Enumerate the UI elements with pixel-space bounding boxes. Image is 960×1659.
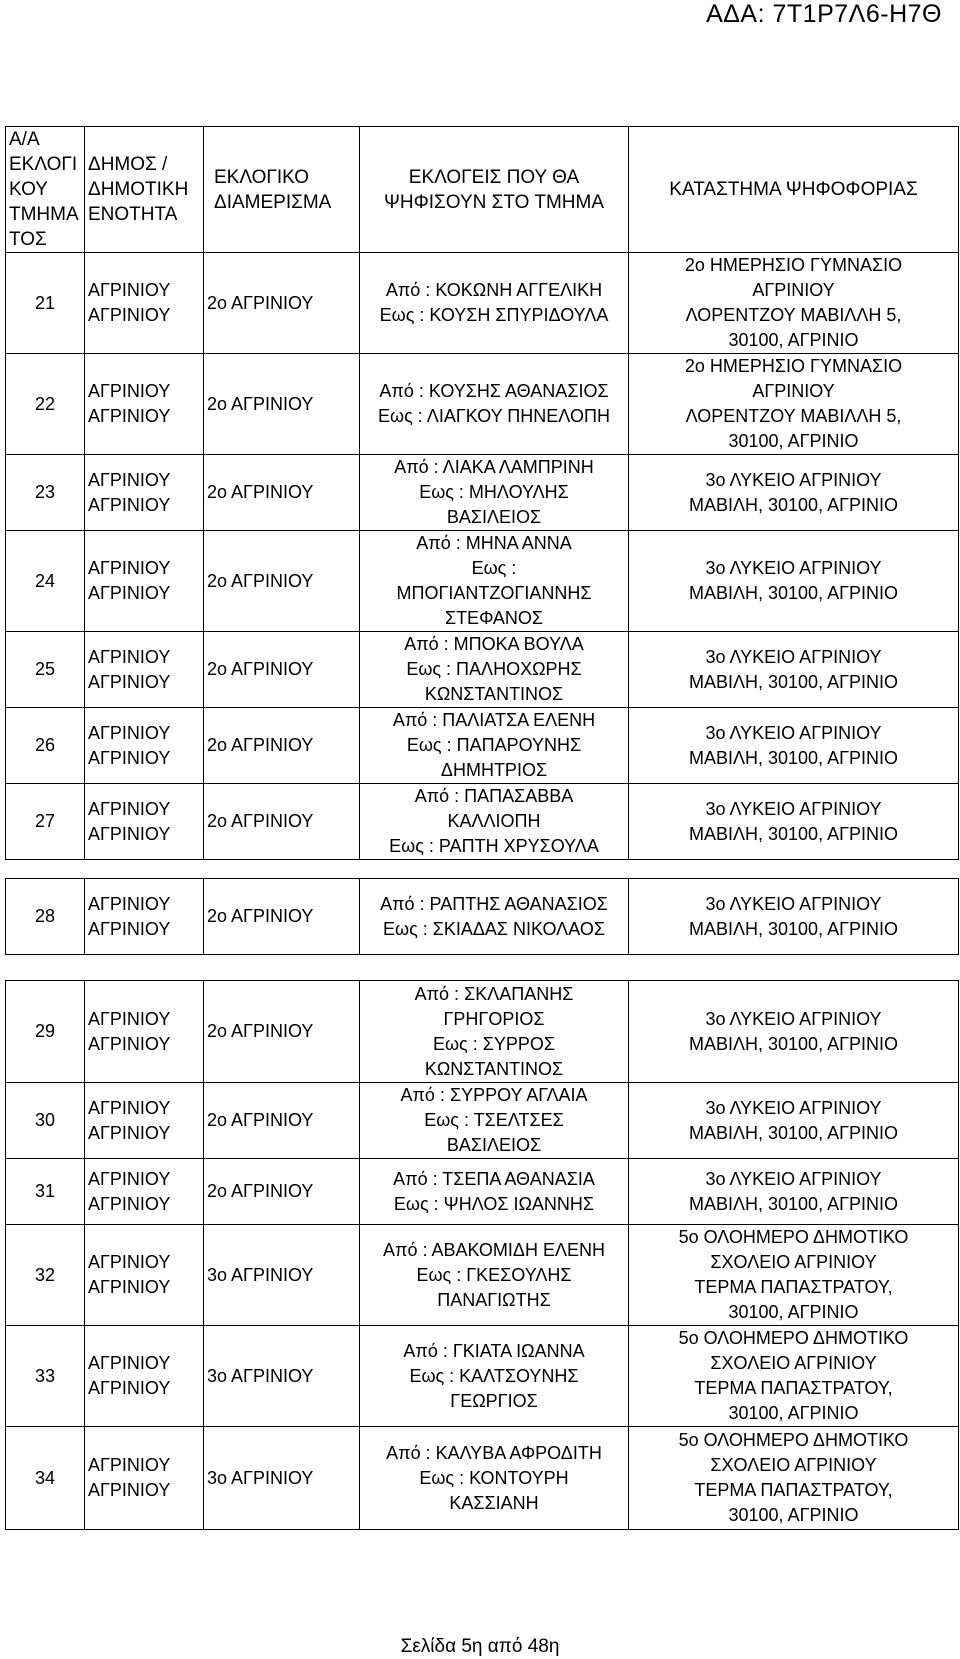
header-station-line: ΚΑΤΑΣΤΗΜΑ ΨΗΦΟΦΟΡΙΑΣ — [669, 179, 918, 200]
municipality-line: ΑΓΡΙΝΙΟΥ — [88, 583, 171, 603]
polling-table-2 — [5, 878, 959, 955]
header-voters-line: ΕΚΛΟΓΕΙΣ ΠΟΥ ΘΑ — [408, 166, 580, 188]
voters-range-cell — [360, 981, 629, 1083]
polling-station-line: ΤΕΡΜΑ ΠΑΠΑΣΤΡΑΤΟΥ, — [694, 1378, 893, 1398]
electoral-district-cell — [204, 1225, 360, 1326]
municipality-line: ΑΓΡΙΝΙΟΥ — [88, 558, 171, 578]
electoral-district-cell — [204, 531, 360, 632]
voters-range-line: Εως : ΣΚΙΑΔΑΣ ΝΙΚΟΛΑΟΣ — [383, 918, 605, 939]
polling-station-line: 3ο ΛΥΚΕΙΟ ΑΓΡΙΝΙΟΥ — [705, 646, 882, 667]
municipality-cell — [85, 708, 204, 784]
voters-range-line: Εως : ΓΚΕΣΟΥΛΗΣ — [416, 1264, 572, 1285]
electoral-district-cell — [204, 253, 360, 354]
table-row — [6, 455, 959, 531]
voters-range-line: Από : ΠΑΛΙΑΤΣΑ ΕΛΕΝΗ — [392, 710, 596, 730]
municipality-line: ΑΓΡΙΝΙΟΥ — [88, 1168, 171, 1189]
municipality-line: ΑΓΡΙΝΙΟΥ — [88, 1455, 171, 1475]
header-district-line: ΔΙΑΜΕΡΙΣΜΑ — [214, 191, 332, 213]
section-number: 24 — [6, 531, 85, 632]
voters-range-line: Εως : ΠΑΛΗΟΧΩΡΗΣ — [406, 659, 582, 679]
voters-range-line: ΠΑΝΑΓΙΩΤΗΣ — [437, 1289, 551, 1310]
voters-range-line: Εως : ΚΟΝΤΟΥΡΗ — [419, 1467, 569, 1488]
polling-station-cell — [629, 354, 959, 455]
polling-station-line: ΜΑΒΙΛΗ, 30100, ΑΓΡΙΝΙΟ — [688, 671, 899, 692]
electoral-district: 2ο ΑΓΡΙΝΙΟΥ — [207, 393, 314, 414]
header-section-no-line: Α/Α — [9, 129, 40, 150]
voters-range-line: Εως : ΣΥΡΡΟΣ — [432, 1033, 555, 1054]
table-row — [6, 1083, 959, 1159]
voters-range-line: Από : ΜΗΝΑ ΑΝΝΑ — [416, 533, 572, 553]
header-voters-line: ΨΗΦΙΣΟΥΝ ΣΤΟ ΤΜΗΜΑ — [384, 191, 604, 213]
voters-range-line: ΓΕΩΡΓΙΟΣ — [450, 1390, 538, 1411]
header-municipality — [85, 127, 204, 253]
municipality-line: ΑΓΡΙΝΙΟΥ — [88, 823, 171, 844]
municipality-line: ΑΓΡΙΝΙΟΥ — [88, 1097, 171, 1118]
electoral-district-cell — [204, 1427, 360, 1530]
municipality-line: ΑΓΡΙΝΙΟΥ — [88, 1277, 171, 1297]
polling-station-cell — [629, 1326, 959, 1427]
header-section-no-line: ΚΟΥ — [9, 179, 48, 200]
section-number: 30 — [6, 1083, 85, 1159]
polling-station-line: 30100, ΑΓΡΙΝΙΟ — [728, 1302, 859, 1322]
voters-range-line: Εως : ΜΗΛΟΥΛΗΣ — [419, 482, 569, 502]
municipality-line: ΑΓΡΙΝΙΟΥ — [88, 1252, 171, 1272]
table-row — [6, 784, 959, 860]
municipality-line: ΑΓΡΙΝΙΟΥ — [88, 1122, 171, 1143]
polling-station-line: 5ο ΟΛΟΗΜΕΡΟ ΔΗΜΟΤΙΚΟ — [678, 1227, 909, 1247]
header-electoral-district — [204, 127, 360, 253]
municipality-line: ΑΓΡΙΝΙΟΥ — [88, 381, 171, 401]
voters-range-line: Από : ΣΥΡΡΟΥ ΑΓΛΑΙΑ — [400, 1085, 588, 1105]
voters-range-cell — [360, 1225, 629, 1326]
polling-station-line: 30100, ΑΓΡΙΝΙΟ — [728, 330, 859, 350]
polling-station-line: 3ο ΛΥΚΕΙΟ ΑΓΡΙΝΙΟΥ — [705, 893, 882, 914]
table-row — [6, 1225, 959, 1326]
polling-station-line: ΜΑΒΙΛΗ, 30100, ΑΓΡΙΝΙΟ — [688, 918, 899, 939]
electoral-district: 2ο ΑΓΡΙΝΙΟΥ — [207, 906, 314, 926]
section-number: 31 — [6, 1159, 85, 1225]
voters-range-line: Από : ΣΚΛΑΠΑΝΗΣ — [414, 983, 574, 1004]
polling-station-cell — [629, 708, 959, 784]
municipality-cell — [85, 784, 204, 860]
polling-station-cell — [629, 879, 959, 955]
voters-range-cell — [360, 708, 629, 784]
section-number: 33 — [6, 1326, 85, 1427]
section-number: 28 — [6, 879, 85, 955]
section-number: 21 — [6, 253, 85, 354]
header-municipality-line: ΔΗΜΟΤΙΚΗ — [88, 179, 189, 200]
municipality-line: ΑΓΡΙΝΙΟΥ — [88, 918, 171, 939]
voters-range-line: ΓΡΗΓΟΡΙΟΣ — [443, 1008, 545, 1029]
polling-station-line: ΤΕΡΜΑ ΠΑΠΑΣΤΡΑΤΟΥ, — [694, 1277, 893, 1297]
voters-range-cell — [360, 1326, 629, 1427]
header-section-no — [6, 127, 85, 253]
section-number: 23 — [6, 455, 85, 531]
header-municipality-line: ΔΗΜΟΣ / — [88, 154, 168, 175]
municipality-cell — [85, 253, 204, 354]
municipality-line: ΑΓΡΙΝΙΟΥ — [88, 646, 171, 667]
voters-range-line: Εως : ΚΟΥΣΗ ΣΠΥΡΙΔΟΥΛΑ — [379, 305, 609, 325]
electoral-district-cell — [204, 354, 360, 455]
header-municipality-line: ΕΝΟΤΗΤΑ — [88, 204, 178, 225]
voters-range-line: ΔΗΜΗΤΡΙΟΣ — [440, 760, 548, 780]
electoral-district-cell — [204, 1326, 360, 1427]
table-row — [6, 1326, 959, 1427]
section-number: 32 — [6, 1225, 85, 1326]
section-number: 22 — [6, 354, 85, 455]
voters-range-line: Εως : ΡΑΠΤΗ ΧΡΥΣΟΥΛΑ — [389, 836, 599, 856]
polling-station-line: ΜΑΒΙΛΗ, 30100, ΑΓΡΙΝΙΟ — [688, 747, 899, 768]
municipality-line: ΑΓΡΙΝΙΟΥ — [88, 893, 171, 914]
polling-station-cell — [629, 632, 959, 708]
municipality-line: ΑΓΡΙΝΙΟΥ — [88, 1480, 171, 1500]
municipality-line: ΑΓΡΙΝΙΟΥ — [88, 469, 171, 490]
polling-station-line: 30100, ΑΓΡΙΝΙΟ — [728, 431, 859, 451]
voters-range-line: Από : ΚΟΚΩΝΗ ΑΓΓΕΛΙΚΗ — [385, 280, 603, 300]
section-number: 34 — [6, 1427, 85, 1530]
polling-station-line: 3ο ΛΥΚΕΙΟ ΑΓΡΙΝΙΟΥ — [705, 1008, 882, 1029]
municipality-line: ΑΓΡΙΝΙΟΥ — [88, 747, 171, 768]
voters-range-cell — [360, 632, 629, 708]
section-number: 27 — [6, 784, 85, 860]
municipality-line: ΑΓΡΙΝΙΟΥ — [88, 494, 171, 515]
table-row — [6, 354, 959, 455]
ada-code: ΑΔΑ: 7Τ1Ρ7Λ6-Η7Θ — [706, 0, 942, 28]
polling-station-line: ΑΓΡΙΝΙΟΥ — [752, 381, 835, 401]
polling-station-line: ΑΓΡΙΝΙΟΥ — [752, 280, 835, 300]
electoral-district-cell — [204, 632, 360, 708]
electoral-district: 3ο ΑΓΡΙΝΙΟΥ — [207, 1365, 314, 1386]
municipality-cell — [85, 354, 204, 455]
voters-range-cell — [360, 784, 629, 860]
electoral-district: 2ο ΑΓΡΙΝΙΟΥ — [207, 811, 314, 831]
voters-range-line: Από : ΤΣΕΠΑ ΑΘΑΝΑΣΙΑ — [393, 1168, 595, 1189]
voters-range-line: Από : ΠΑΠΑΣΑΒΒΑ — [414, 786, 574, 806]
voters-range-line: ΚΩΝΣΤΑΝΤΙΝΟΣ — [424, 684, 564, 704]
electoral-district-cell — [204, 879, 360, 955]
polling-station-line: ΜΑΒΙΛΗ, 30100, ΑΓΡΙΝΙΟ — [688, 823, 899, 844]
municipality-cell — [85, 1083, 204, 1159]
polling-station-line: ΤΕΡΜΑ ΠΑΠΑΣΤΡΑΤΟΥ, — [694, 1480, 893, 1500]
polling-station-cell — [629, 1159, 959, 1225]
polling-station-line: 3ο ΛΥΚΕΙΟ ΑΓΡΙΝΙΟΥ — [705, 1097, 882, 1118]
electoral-district-cell — [204, 784, 360, 860]
voters-range-cell — [360, 354, 629, 455]
voters-range-line: Από : ΛΙΑΚΑ ΛΑΜΠΡΙΝΗ — [394, 457, 594, 477]
voters-range-line: Εως : ΚΑΛΤΣΟΥΝΗΣ — [409, 1365, 579, 1386]
polling-table-1 — [5, 126, 959, 860]
section-number: 25 — [6, 632, 85, 708]
voters-range-cell — [360, 531, 629, 632]
electoral-district: 2ο ΑΓΡΙΝΙΟΥ — [207, 570, 314, 591]
voters-range-line: ΒΑΣΙΛΕΙΟΣ — [446, 507, 542, 527]
municipality-line: ΑΓΡΙΝΙΟΥ — [88, 1008, 171, 1029]
electoral-district-cell — [204, 708, 360, 784]
table-row — [6, 708, 959, 784]
table-row — [6, 531, 959, 632]
municipality-cell — [85, 1326, 204, 1427]
electoral-district: 2ο ΑΓΡΙΝΙΟΥ — [207, 659, 314, 679]
polling-station-cell — [629, 531, 959, 632]
polling-station-cell — [629, 1083, 959, 1159]
section-number: 26 — [6, 708, 85, 784]
voters-range-line: Εως : — [471, 558, 517, 578]
polling-station-line: ΜΑΒΙΛΗ, 30100, ΑΓΡΙΝΙΟ — [688, 494, 899, 515]
municipality-line: ΑΓΡΙΝΙΟΥ — [88, 406, 171, 426]
polling-station-line: 5ο ΟΛΟΗΜΕΡΟ ΔΗΜΟΤΙΚΟ — [678, 1328, 909, 1348]
municipality-line: ΑΓΡΙΝΙΟΥ — [88, 1193, 171, 1214]
electoral-district-cell — [204, 981, 360, 1083]
voters-range-line: Από : ΓΚΙΑΤΑ ΙΩΑΝΝΑ — [403, 1340, 585, 1361]
table-row — [6, 879, 959, 955]
polling-station-line: ΜΑΒΙΛΗ, 30100, ΑΓΡΙΝΙΟ — [688, 1193, 899, 1214]
municipality-line: ΑΓΡΙΝΙΟΥ — [88, 280, 171, 300]
electoral-district: 2ο ΑΓΡΙΝΙΟΥ — [207, 735, 314, 755]
electoral-district: 3ο ΑΓΡΙΝΙΟΥ — [207, 1264, 314, 1285]
polling-station-cell — [629, 981, 959, 1083]
voters-range-line: ΚΩΝΣΤΑΝΤΙΝΟΣ — [424, 1058, 564, 1079]
polling-table-3 — [5, 980, 959, 1530]
municipality-cell — [85, 981, 204, 1083]
polling-station-line: ΜΑΒΙΛΗ, 30100, ΑΓΡΙΝΙΟ — [688, 1033, 899, 1054]
polling-station-line: 5ο ΟΛΟΗΜΕΡΟ ΔΗΜΟΤΙΚΟ — [678, 1430, 909, 1450]
electoral-district: 2ο ΑΓΡΙΝΙΟΥ — [207, 1110, 314, 1130]
municipality-cell — [85, 531, 204, 632]
electoral-district-cell — [204, 1159, 360, 1225]
voters-range-line: Εως : ΛΙΑΓΚΟΥ ΠΗΝΕΛΟΠΗ — [378, 406, 610, 426]
polling-station-cell — [629, 784, 959, 860]
polling-station-line: 3ο ΛΥΚΕΙΟ ΑΓΡΙΝΙΟΥ — [705, 722, 882, 743]
electoral-district: 2ο ΑΓΡΙΝΙΟΥ — [207, 482, 314, 502]
table-row — [6, 981, 959, 1083]
polling-station-line: ΜΑΒΙΛΗ, 30100, ΑΓΡΙΝΙΟ — [688, 1122, 899, 1143]
municipality-cell — [85, 879, 204, 955]
table-header-row — [6, 127, 959, 253]
header-section-no-line: ΕΚΛΟΓΙ — [9, 154, 78, 175]
electoral-district: 2ο ΑΓΡΙΝΙΟΥ — [207, 292, 314, 313]
municipality-cell — [85, 455, 204, 531]
electoral-district: 3ο ΑΓΡΙΝΙΟΥ — [207, 1467, 314, 1488]
voters-range-cell — [360, 253, 629, 354]
municipality-line: ΑΓΡΙΝΙΟΥ — [88, 798, 171, 819]
municipality-cell — [85, 632, 204, 708]
electoral-district: 2ο ΑΓΡΙΝΙΟΥ — [207, 1181, 314, 1201]
page-footer: Σελίδα 5η από 48η — [400, 1636, 560, 1657]
voters-range-line: Από : ΡΑΠΤΗΣ ΑΘΑΝΑΣΙΟΣ — [380, 893, 608, 914]
voters-range-line: Εως : ΠΑΠΑΡΟΥΝΗΣ — [406, 735, 582, 755]
header-district-line: ΕΚΛΟΓΙΚΟ — [214, 166, 310, 188]
voters-range-line: ΣΤΕΦΑΝΟΣ — [444, 608, 544, 628]
voters-range-cell — [360, 1427, 629, 1530]
table-row — [6, 632, 959, 708]
header-section-no-line: ΤΟΣ — [9, 229, 47, 250]
polling-station-cell — [629, 253, 959, 354]
polling-station-line: 3ο ΛΥΚΕΙΟ ΑΓΡΙΝΙΟΥ — [705, 558, 882, 578]
table-row — [6, 1159, 959, 1225]
polling-station-cell — [629, 1427, 959, 1530]
header-voters — [360, 127, 629, 253]
municipality-cell — [85, 1159, 204, 1225]
electoral-district-cell — [204, 1083, 360, 1159]
voters-range-line: ΚΑΛΛΙΟΠΗ — [447, 811, 541, 831]
voters-range-line: ΚΑΣΣΙΑΝΗ — [449, 1492, 539, 1513]
polling-station-line: ΜΑΒΙΛΗ, 30100, ΑΓΡΙΝΙΟ — [688, 583, 899, 603]
polling-station-line: 3ο ΛΥΚΕΙΟ ΑΓΡΙΝΙΟΥ — [705, 798, 882, 819]
polling-station-line: 30100, ΑΓΡΙΝΙΟ — [728, 1505, 859, 1525]
voters-range-line: Από : ΚΑΛΥΒΑ ΑΦΡΟΔΙΤΗ — [386, 1442, 602, 1463]
polling-station-line: 30100, ΑΓΡΙΝΙΟ — [728, 1403, 859, 1423]
voters-range-line: Από : ΑΒΑΚΟΜΙΔΗ ΕΛΕΝΗ — [383, 1239, 605, 1260]
polling-station-line: 3ο ΛΥΚΕΙΟ ΑΓΡΙΝΙΟΥ — [705, 1168, 882, 1189]
table-row — [6, 1427, 959, 1530]
polling-station-line: ΣΧΟΛΕΙΟ ΑΓΡΙΝΙΟΥ — [710, 1252, 877, 1272]
polling-station-line: ΛΟΡΕΝΤΖΟΥ ΜΑΒΙΛΛΗ 5, — [685, 406, 902, 426]
voters-range-cell — [360, 455, 629, 531]
voters-range-cell — [360, 879, 629, 955]
polling-station-cell — [629, 455, 959, 531]
voters-range-line: Από : ΜΠΟΚΑ ΒΟΥΛΑ — [404, 634, 584, 654]
municipality-line: ΑΓΡΙΝΙΟΥ — [88, 722, 171, 743]
electoral-district: 2ο ΑΓΡΙΝΙΟΥ — [207, 1021, 314, 1041]
voters-range-line: Από : ΚΟΥΣΗΣ ΑΘΑΝΑΣΙΟΣ — [379, 381, 609, 401]
municipality-line: ΑΓΡΙΝΙΟΥ — [88, 1353, 171, 1373]
polling-station-cell — [629, 1225, 959, 1326]
voters-range-cell — [360, 1159, 629, 1225]
municipality-line: ΑΓΡΙΝΙΟΥ — [88, 305, 171, 325]
electoral-district-cell — [204, 455, 360, 531]
polling-station-line: ΣΧΟΛΕΙΟ ΑΓΡΙΝΙΟΥ — [710, 1353, 877, 1373]
voters-range-cell — [360, 1083, 629, 1159]
municipality-cell — [85, 1427, 204, 1530]
voters-range-line: Εως : ΤΣΕΛΤΣΕΣ — [424, 1110, 564, 1130]
section-number: 29 — [6, 981, 85, 1083]
header-polling-station — [629, 127, 959, 253]
polling-station-line: 2ο ΗΜΕΡΗΣΙΟ ΓΥΜΝΑΣΙΟ — [684, 356, 903, 376]
voters-range-line: ΜΠΟΓΙΑΝΤΖΟΓΙΑΝΝΗΣ — [396, 583, 592, 603]
polling-station-line: 3ο ΛΥΚΕΙΟ ΑΓΡΙΝΙΟΥ — [705, 469, 882, 490]
municipality-cell — [85, 1225, 204, 1326]
polling-station-line: 2ο ΗΜΕΡΗΣΙΟ ΓΥΜΝΑΣΙΟ — [684, 255, 903, 275]
table-row — [6, 253, 959, 354]
municipality-line: ΑΓΡΙΝΙΟΥ — [88, 1033, 171, 1054]
municipality-line: ΑΓΡΙΝΙΟΥ — [88, 671, 171, 692]
voters-range-line: Εως : ΨΗΛΟΣ ΙΩΑΝΝΗΣ — [393, 1193, 595, 1214]
header-section-no-line: ΤΜΗΜΑ — [9, 204, 79, 225]
voters-range-line: ΒΑΣΙΛΕΙΟΣ — [446, 1135, 542, 1155]
municipality-line: ΑΓΡΙΝΙΟΥ — [88, 1378, 171, 1398]
polling-station-line: ΛΟΡΕΝΤΖΟΥ ΜΑΒΙΛΛΗ 5, — [685, 305, 902, 325]
polling-station-line: ΣΧΟΛΕΙΟ ΑΓΡΙΝΙΟΥ — [710, 1455, 877, 1475]
